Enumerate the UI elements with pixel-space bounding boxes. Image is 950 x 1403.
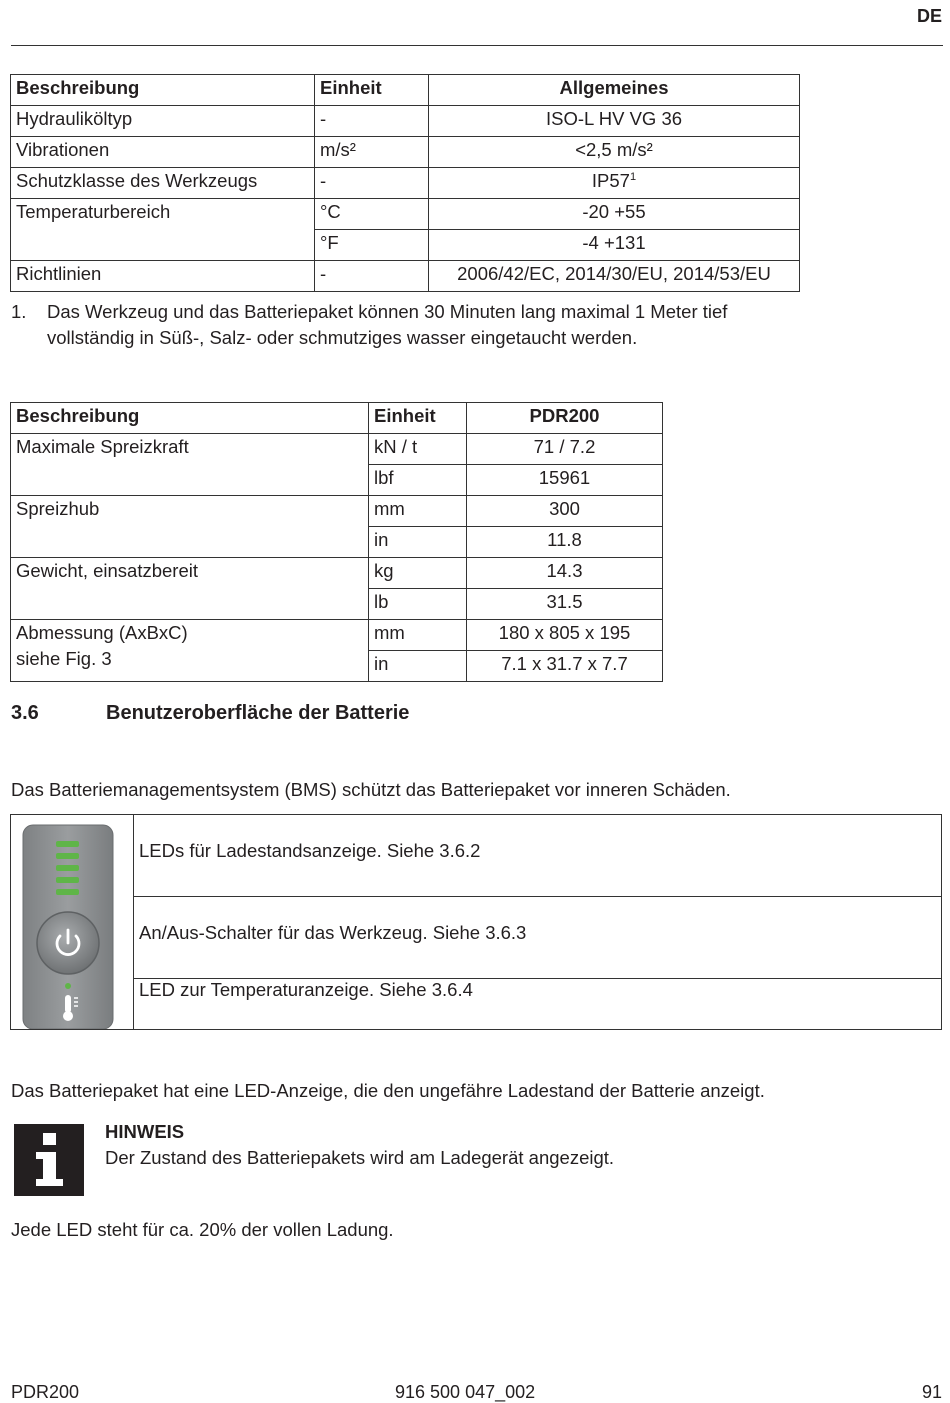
cell-description: Richtlinien — [11, 261, 315, 292]
cell-unit: kg — [369, 558, 467, 589]
cell-value — [429, 168, 800, 199]
cell-value: 15961 — [467, 465, 663, 496]
cell-value: 71 / 7.2 — [467, 434, 663, 465]
table-header-row — [11, 75, 800, 106]
cell-unit: m/s² — [315, 137, 429, 168]
ui-row-temperature-led — [134, 979, 941, 1029]
header-description: Beschreibung — [11, 75, 315, 106]
header-description: Beschreibung — [11, 403, 369, 434]
cell-unit: mm — [369, 620, 467, 651]
charge-paragraph: Jede LED steht für ca. 20% der vollen Ladung. — [11, 1219, 394, 1240]
ui-row-text: An/Aus-Schalter für das Werkzeug. Siehe 3.6.3 — [139, 922, 527, 943]
section-heading — [11, 702, 410, 725]
ui-row-text: LED zur Temperaturanzeige. Siehe 3.6.4 — [139, 979, 473, 1000]
cell-unit: - — [315, 261, 429, 292]
intro-paragraph: Das Batteriemanagementsystem (BMS) schützt das Batteriepaket vor inneren Schäden. — [11, 779, 731, 800]
ui-row-power-switch — [134, 897, 941, 979]
cell-description — [11, 620, 369, 682]
cell-unit: - — [315, 168, 429, 199]
table-header-row — [11, 403, 663, 434]
header-general: Allgemeines — [429, 75, 800, 106]
cell-description: Vibrationen — [11, 137, 315, 168]
footnote-ref: 1 — [629, 171, 637, 183]
footnote-number: 1. — [11, 301, 27, 322]
table-row — [11, 558, 663, 589]
section-number: 3.6 — [11, 702, 39, 724]
ui-row-text: LEDs für Ladestandsanzeige. Siehe 3.6.2 — [139, 840, 481, 861]
description-line: siehe Fig. 3 — [16, 648, 112, 669]
table-row — [11, 106, 800, 137]
footnote-text: Das Werkzeug und das Batteriepaket können 30 Minuten lang maximal 1 Meter tief vollständig in Süß-, Salz- oder schmutziges wasser eingetaucht werden. — [47, 301, 728, 348]
value-text: IP57 — [591, 170, 630, 191]
general-spec-table — [10, 74, 800, 292]
cell-value: <2,5 m/s² — [429, 137, 800, 168]
table-row — [11, 168, 800, 199]
hint-text: Der Zustand des Batteriepakets wird am Ladegerät angezeigt. — [105, 1147, 615, 1168]
header-rule — [11, 45, 943, 46]
cell-value: -4 +131 — [429, 230, 800, 261]
cell-value: -20 +55 — [429, 199, 800, 230]
table-row — [11, 199, 800, 230]
cell-unit: lb — [369, 589, 467, 620]
power-icon — [37, 912, 99, 974]
cell-unit: in — [369, 651, 467, 682]
cell-description: Temperaturbereich — [11, 199, 315, 261]
cell-value: ISO-L HV VG 36 — [429, 106, 800, 137]
cell-unit: °C — [315, 199, 429, 230]
footer-model: PDR200 — [11, 1382, 80, 1402]
battery-panel-drawing — [11, 815, 133, 1029]
ui-row-leds — [134, 815, 941, 897]
info-icon — [14, 1124, 84, 1196]
table-row — [11, 434, 663, 465]
table-row — [11, 137, 800, 168]
table-row — [11, 261, 800, 292]
cell-value: 2006/42/EC, 2014/30/EU, 2014/53/EU — [429, 261, 800, 292]
pdr200-spec-table — [10, 402, 663, 682]
cell-unit: kN / t — [369, 434, 467, 465]
battery-panel-image — [11, 815, 134, 1029]
header-model: PDR200 — [467, 403, 663, 434]
cell-value: 31.5 — [467, 589, 663, 620]
cell-value: 180 x 805 x 195 — [467, 620, 663, 651]
header-unit: Einheit — [369, 403, 467, 434]
cell-description: Maximale Spreizkraft — [11, 434, 369, 496]
cell-value: 14.3 — [467, 558, 663, 589]
footer-page-number: 91 — [921, 1382, 942, 1402]
temperature-led-icon — [65, 983, 71, 989]
hint-title: HINWEIS — [105, 1121, 185, 1142]
language-code: DE — [916, 6, 942, 26]
cell-unit: - — [315, 106, 429, 137]
cell-unit: mm — [369, 496, 467, 527]
cell-value: 300 — [467, 496, 663, 527]
info-icon-glyph — [14, 1124, 84, 1196]
cell-unit: in — [369, 527, 467, 558]
table-row — [11, 496, 663, 527]
cell-description: Schutzklasse des Werkzeugs — [11, 168, 315, 199]
cell-description: Gewicht, einsatzbereit — [11, 558, 369, 620]
cell-unit: °F — [315, 230, 429, 261]
cell-description: Spreizhub — [11, 496, 369, 558]
footer-doc-number: 916 500 047_002 — [395, 1382, 536, 1402]
cell-value: 7.1 x 31.7 x 7.7 — [467, 651, 663, 682]
cell-unit: lbf — [369, 465, 467, 496]
section-title: Benutzeroberfläche der Batterie — [106, 702, 410, 724]
battery-ui-table — [10, 814, 942, 1030]
header-unit: Einheit — [315, 75, 429, 106]
cell-description: Hydrauliköltyp — [11, 106, 315, 137]
table-row — [11, 620, 663, 651]
led-paragraph: Das Batteriepaket hat eine LED-Anzeige, die den ungefähre Ladestand der Batterie anzeigt. — [11, 1080, 765, 1101]
description-line: Abmessung (AxBxC) — [16, 622, 188, 643]
cell-value: 11.8 — [467, 527, 663, 558]
